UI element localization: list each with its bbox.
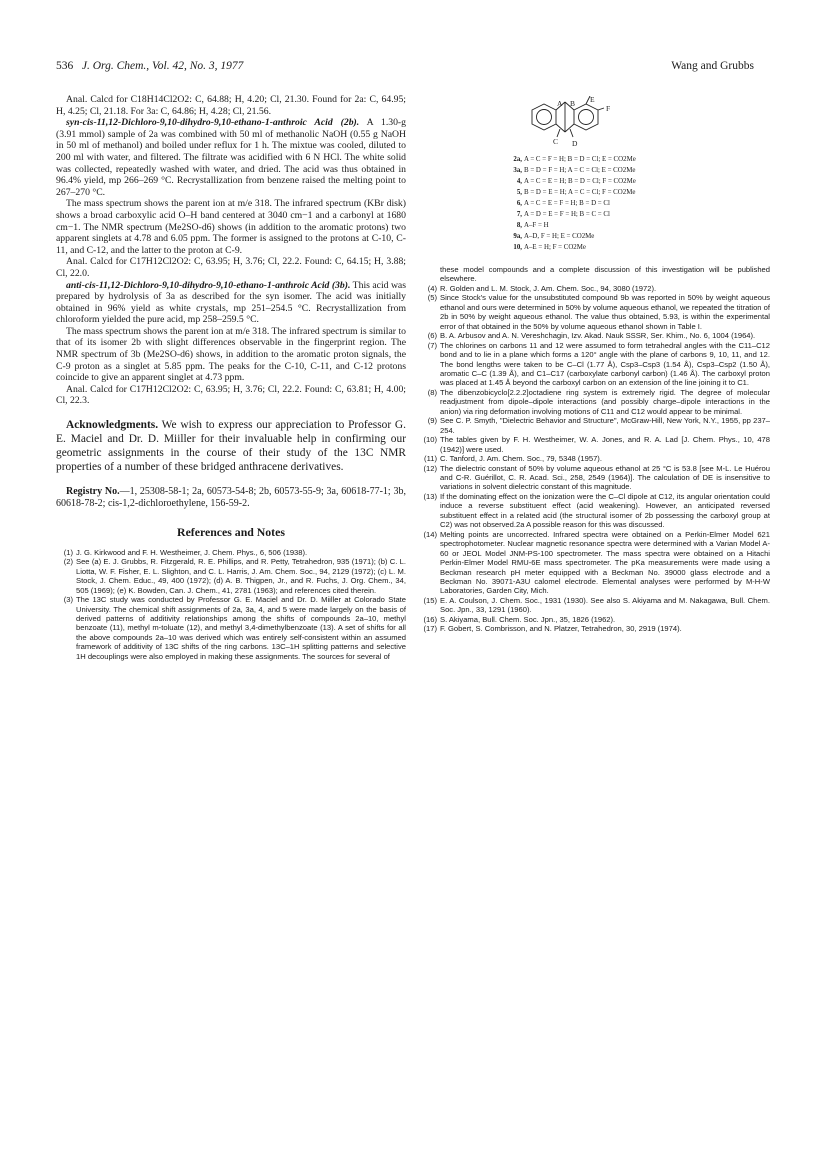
ethanoanthracene-structure bbox=[510, 96, 670, 152]
structure-figure bbox=[420, 96, 770, 262]
legend-label: 4, bbox=[516, 178, 522, 185]
substituent-label-F: F bbox=[606, 104, 611, 113]
left-benzene-ring bbox=[532, 104, 556, 130]
reference-number: (4) bbox=[427, 283, 437, 293]
bond-D bbox=[570, 129, 573, 137]
reference-continuation: these model compounds and a complete discussion of this investigation will be published elsewhere. bbox=[440, 265, 770, 284]
reference-text: The 13C study was conducted by Professor G. E. Maciel and Dr. D. Miiller at Colorado State University. The chemical shift assignments of 2a, 3a, 4, and 5 were made largely on the basis of derived patterns of additivity relationships among the shifts of compounds 2a–10, methyl benzoate (11), methyl m-toluate (12), and methyl 3,4-dimethylbenzoate (13). A set of shifts for all the above compounds 2a–10 was derived which was entirely self-consistent within an assumed framework of additivity of 13C shifts of the ring carbons. 13C–1H splitting patterns and selective 1H decouplings were also employed in making these assignments. The sources for several of bbox=[76, 595, 406, 661]
bridge-bottom bbox=[556, 124, 565, 132]
reference-item bbox=[420, 454, 770, 463]
substituent-label-C: C bbox=[553, 137, 559, 146]
reference-text: See (a) E. J. Grubbs, R. Fitzgerald, R. E. Phillips, and R. Petty, Tetrahedron, 935 (1971); (b) C. L. Liotta, W. F. Fisher, E. L. Slighton, and C. L. Harris, J. Am. Chem. Soc., 94, 2129 (1972); (c) L. M. Stock, J. Chem. Educ., 49, 400 (1972); (d) A. B. Thigpen, Jr., and R. Fuchs, J. Org. Chem., 34, 505 (1969); (e) K. Bowden, Can. J. Chem., 41, 2781 (1963); and references cited therein. bbox=[76, 557, 406, 595]
reference-text: Melting points are uncorrected. Infrared spectra were obtained on a Perkin-Elmer Model 621 spectrophotometer. Nuclear magnetic resonance spectra were determined with a Varian Model A-60 or JEOL Model JNM-PS-100 spectrometer. The mass spectra were obtained on a Hitachi Perkin-Elmer Model RMU-6E mass spectrometer. The pKa measurements were made using a Beckman research pH meter equipped with a Beckman No. 39000 glass electrode and a Beckman No. 39071-A3U calomel electrode. Elemental analyses were performed by M-H-W Laboratories, Garden City, Mich. bbox=[440, 529, 770, 596]
reference-text: The dielectric constant of 50% by volume aqueous ethanol at 25 °C is 53.8 [see M-L. Le Huérou and C-R. Guérillot, C. R. Acad. Sci., 258, 2549 (1964)]. The calculation of DE is insensitive to variations in solvent dielectric constant of this magnitude. bbox=[440, 463, 770, 492]
acknowledgments bbox=[56, 418, 406, 474]
acknowledgments-text: We wish to express our appreciation to Professor G. E. Maciel and Dr. D. Miiller for their invaluable help in confirming our geometric assignments in the course of their study of the 13C NMR properties of a number of these bridged anthracene derivatives. bbox=[56, 419, 406, 474]
reference-text: See C. P. Smyth, "Dielectric Behavior and Structure", McGraw-Hill, New York, N.Y., 1955, pp 237–254. bbox=[440, 416, 770, 435]
legend-entry bbox=[498, 165, 738, 176]
compound-heading-2b: syn-cis-11,12-Dichloro-9,10-dihydro-9,10-ethano-1-anthroic Acid (2b). bbox=[66, 117, 360, 129]
bridge-bottom-right bbox=[565, 124, 574, 132]
running-head bbox=[56, 60, 754, 76]
reference-text: The tables given by F. H. Westheimer, W. A. Jones, and R. A. Lad [J. Chem. Phys., 10, 478 (1942)] were used. bbox=[440, 435, 770, 454]
registry-text: —1, 25308-58-1; 2a, 60573-54-8; 2b, 60573-55-9; 3a, 60618-77-1; 3b, 60618-78-2; cis-1,2-dichloroethylene, 156-59-2. bbox=[56, 486, 406, 510]
legend-label: 3a, bbox=[513, 167, 522, 174]
legend-text: A = C = E = H; B = D = Cl; F = CO2Me bbox=[524, 178, 636, 185]
reference-number: (8) bbox=[427, 387, 437, 397]
legend-label: 7, bbox=[516, 211, 522, 218]
legend-entry bbox=[498, 176, 738, 187]
reference-number: (2) bbox=[63, 557, 73, 567]
reference-text: R. Golden and L. M. Stock, J. Am. Chem. Soc., 94, 3080 (1972). bbox=[440, 283, 657, 293]
reference-item bbox=[56, 595, 406, 661]
compound-legend bbox=[498, 154, 738, 253]
reference-number: (12) bbox=[423, 463, 437, 473]
legend-entry bbox=[498, 242, 738, 253]
notes-continuation bbox=[420, 265, 770, 634]
right-benzene-ring bbox=[574, 104, 598, 130]
page-number: 536 bbox=[56, 60, 74, 72]
legend-entry bbox=[498, 220, 738, 231]
legend-text: B = D = E = H; A = C = Cl; F = CO2Me bbox=[524, 189, 636, 196]
procedure-text-3b: This acid was prepared by hydrolysis of 3a as described for the syn isomer. The acid was initially obtained in 96% yield as white crystals, mp 251–254.5 °C. Recrystallization from chloroform yielded the pure acid, mp 258–259.5 °C. bbox=[56, 279, 407, 326]
legend-text: A = C = F = H; B = D = Cl; E = CO2Me bbox=[524, 156, 636, 163]
substituent-label-B: B bbox=[570, 99, 576, 108]
bond-F bbox=[598, 108, 604, 110]
left-aromatic-circle bbox=[537, 110, 552, 125]
reference-item bbox=[420, 596, 770, 615]
reference-text: F. Gobert, S. Combrisson, and N. Platzer, Tetrahedron, 30, 2919 (1974). bbox=[440, 624, 682, 634]
spectra-paragraph-3b: The mass spectrum shows the parent ion at m/e 318. The infrared spectrum is similar to that of its isomer 2b with slight differences observable in the fingerprint region. The NMR spectrum of 3b (Me2SO-d6) shows, in addition to the aromatic proton signals, the C-9 proton as a singlet at 5.85 ppm. The peaks for the C-10, C-11, and C-12 protons coincide to give an apparent singlet at 4.73 ppm. bbox=[56, 325, 406, 384]
legend-label: 2a, bbox=[513, 156, 522, 163]
right-column bbox=[420, 96, 770, 634]
reference-number: (5) bbox=[427, 293, 437, 303]
reference-number: (6) bbox=[427, 331, 437, 341]
left-column bbox=[56, 94, 406, 661]
legend-entry bbox=[498, 231, 738, 242]
procedure-text-2b: A 1.30-g (3.91 mmol) sample of 2a was combined with 50 ml of methanolic NaOH (0.55 g NaOH in 50 ml of methanol) and boiled under reflux for 1 h. The mixtue was cooled, diluted to 200 ml with water, and filtered. The filtrate was acidified with 6 N HCl. The white solid was collected, repeatedly washed with water, and dried. The acid was thus obtained in 96.4% yield, mp 266–269 °C. Recrystallization from benzene raised the melting point to 267–270 °C. bbox=[56, 117, 407, 198]
legend-label: 8, bbox=[516, 222, 522, 229]
legend-text: A–E = H; F = CO2Me bbox=[524, 244, 586, 251]
reference-item bbox=[56, 557, 406, 595]
references-list-right bbox=[420, 265, 770, 634]
reference-text: S. Akiyama, Bull. Chem. Soc. Jpn., 35, 1826 (1962). bbox=[440, 614, 616, 624]
registry-numbers bbox=[56, 486, 406, 511]
legend-text: A–D, F = H; E = CO2Me bbox=[524, 233, 595, 240]
reference-item bbox=[420, 624, 770, 633]
reference-number: (1) bbox=[63, 547, 73, 557]
reference-number: (15) bbox=[423, 595, 437, 605]
reference-item bbox=[420, 435, 770, 454]
experimental-paragraph-2b bbox=[56, 117, 406, 198]
compound-heading-3b: anti-cis-11,12-Dichloro-9,10-dihydro-9,10-ethano-1-anthroic Acid (3b). bbox=[66, 279, 351, 291]
legend-text: A = C = E = F = H; B = D = Cl bbox=[524, 200, 610, 207]
journal-citation: J. Org. Chem., Vol. 42, No. 3, 1977 bbox=[81, 60, 244, 72]
bond-C bbox=[557, 129, 560, 137]
analysis-paragraph-1: Anal. Calcd for C18H14Cl2O2: C, 64.88; H, 4.20; Cl, 21.30. Found for 2a: C, 64.95; H, 4.25; Cl, 21.18. For 3a: C, 64.86; H, 4.28; Cl, 21.56. bbox=[56, 94, 406, 117]
reference-number: (10) bbox=[423, 435, 437, 445]
legend-entry bbox=[498, 187, 738, 198]
reference-item bbox=[420, 331, 770, 340]
legend-label: 9a, bbox=[513, 233, 522, 240]
substituent-label-A: A bbox=[557, 99, 563, 108]
reference-item bbox=[56, 548, 406, 557]
experimental-paragraph-3b bbox=[56, 280, 406, 326]
reference-item bbox=[420, 530, 770, 596]
running-head-left bbox=[56, 60, 243, 72]
reference-text: Since Stock's value for the unsubstituted compound 9b was reported in 50% by weight aqueous ethanol and ours were determined in 50% by volume aqueous ethanol, we repeated the titration of 2b in 50% by weight aqueous ethanol. The value thus obtained, 5.93, is within the experimental error of that obtained in the 50% by volume aqueous ethanol shown in Table I. bbox=[440, 293, 770, 331]
references-list-left bbox=[56, 548, 406, 661]
reference-text: B. A. Arbusov and A. N. Vereshchagin, Izv. Akad. Nauk SSSR, Ser. Khim., No. 6, 1004 (1964). bbox=[440, 331, 756, 341]
reference-number: (7) bbox=[427, 340, 437, 350]
legend-entry bbox=[498, 198, 738, 209]
legend-label: 10, bbox=[513, 244, 522, 251]
legend-entry bbox=[498, 154, 738, 165]
reference-text: E. A. Coulson, J. Chem. Soc., 1931 (1930). See also S. Akiyama and M. Nakagawa, Bull. Chem. Soc. Jpn., 33, 1291 (1960). bbox=[440, 595, 770, 615]
right-aromatic-circle bbox=[579, 110, 594, 125]
reference-item bbox=[420, 284, 770, 293]
reference-text: If the dominating effect on the ionization were the C–Cl dipole at C12, its angular orientation could induce a reverse substituent effect (acid weakening). However, an anticipated reversed substituent effect in a related acid (the structural isomer of 2b possessing the carboxyl group at C2) was not observed.2a A possible reason for this was discussed. bbox=[440, 491, 770, 530]
analysis-paragraph-2b: Anal. Calcd for C17H12Cl2O2: C, 63.95; H, 3.76; Cl, 22.2. Found: C, 64.15; H, 3.88; Cl, 22.0. bbox=[56, 256, 406, 279]
legend-text: A = D = E = F = H; B = C = Cl bbox=[524, 211, 610, 218]
analysis-paragraph-3b: Anal. Calcd for C17H12Cl2O2: C, 63.95; H, 3.76; Cl, 22.2. Found: C, 63.81; H, 4.00; Cl, 22.3. bbox=[56, 383, 406, 407]
reference-number: (3) bbox=[63, 595, 73, 605]
reference-item bbox=[420, 492, 770, 530]
reference-item bbox=[420, 388, 770, 416]
reference-text: The chlorines on carbons 11 and 12 were assumed to form tetrahedral angles with the C11–C12 bond and to lie in a plane which forms a 120° angle with the plane of carbons 9, 10, 11, and 12. The bond lengths were taken to be C–Cl (1.77 Å), Csp3–Csp3 (1.54 Å), Csp3–Csp2 (1.50 Å), aromatic C–C (1.39 Å), and C1–C17 (carboxylate carbonyl carbon) (1.46 Å). The carboxyl proton was placed at 1.45 Å beyond the carboxyl carbon on an extension of the line joining it to C1. bbox=[440, 340, 770, 388]
reference-text: J. G. Kirkwood and F. H. Westheimer, J. Chem. Phys., 6, 506 (1938). bbox=[76, 547, 308, 557]
reference-text: The dibenzobicyclo[2.2.2]octadiene ring system is extremely rigid. The degree of molecular readjustment from dipole–dipole interactions (and possibly charge–dipole interactions in the anion) via ring deformation involving motions of C11 and C12 would appear to be minimal. bbox=[440, 387, 770, 416]
legend-text: A–F = H bbox=[524, 222, 549, 229]
reference-number: (16) bbox=[423, 614, 437, 624]
legend-label: 5, bbox=[516, 189, 522, 196]
registry-heading: Registry No. bbox=[66, 486, 120, 498]
legend-entry bbox=[498, 209, 738, 220]
reference-text: C. Tanford, J. Am. Chem. Soc., 79, 5348 (1957). bbox=[440, 454, 602, 464]
legend-text: B = D = F = H; A = C = Cl; E = CO2Me bbox=[524, 167, 636, 174]
reference-item bbox=[420, 464, 770, 492]
substituent-label-D: D bbox=[572, 139, 578, 148]
reference-number: (13) bbox=[423, 491, 437, 501]
reference-number: (17) bbox=[423, 624, 437, 634]
acknowledgments-heading: Acknowledgments. bbox=[66, 419, 159, 432]
reference-item bbox=[420, 615, 770, 624]
reference-item bbox=[420, 293, 770, 331]
reference-item bbox=[420, 341, 770, 388]
spectra-paragraph-2b: The mass spectrum shows the parent ion at m/e 318. The infrared spectrum (KBr disk) shows a broad carboxylic acid O–H band centered at 3040 cm−1 and a carbonyl at 1680 cm−1. The NMR spectrum (Me2SO-d6) shows (in addition to the aromatic protons) two apparent singlets at 4.78 and 6.05 ppm. The former is assigned to the protons at C-10, C-11, and C-12, and the latter to the proton at C-9. bbox=[56, 198, 406, 256]
running-head-authors: Wang and Grubbs bbox=[671, 60, 754, 72]
reference-number: (9) bbox=[427, 416, 437, 426]
reference-item bbox=[420, 416, 770, 435]
references-heading: References and Notes bbox=[177, 524, 285, 539]
legend-label: 6, bbox=[516, 200, 522, 207]
reference-number: (11) bbox=[424, 454, 437, 464]
reference-number: (14) bbox=[423, 529, 437, 539]
substituent-label-E: E bbox=[590, 96, 595, 104]
